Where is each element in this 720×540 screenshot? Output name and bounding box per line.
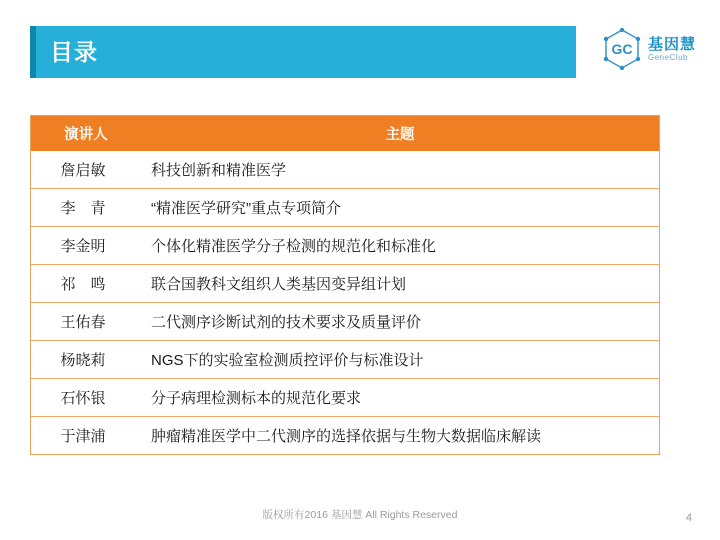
cell-speaker: 杨晓莉 xyxy=(31,341,141,379)
cell-topic: 科技创新和精准医学 xyxy=(151,162,287,179)
cell-topic: 二代测序诊断试剂的技术要求及质量评价 xyxy=(141,303,659,341)
agenda-table xyxy=(30,115,660,455)
cell-speaker: 祁 鸣 xyxy=(31,265,141,303)
cell-speaker: 王佑春 xyxy=(31,303,141,341)
logo-name-cn: 基因慧 xyxy=(647,35,696,53)
cell-topic: NGS下的实验室检测质控评价与标准设计 xyxy=(141,341,659,379)
table-row xyxy=(31,341,659,379)
slide-title-banner xyxy=(30,26,576,78)
cell-topic: 个体化精准医学分子检测的规范化和标准化 xyxy=(141,227,659,265)
cell-topic: “精准医学研究”重点专项简介 xyxy=(141,189,659,227)
cell-speaker: 石怀银 xyxy=(31,379,141,417)
logo-wordmark xyxy=(648,36,696,63)
table-row xyxy=(31,417,659,455)
hexagon-logo-icon xyxy=(602,28,642,70)
brand-logo xyxy=(602,28,696,70)
table-row xyxy=(31,227,659,265)
cell-speaker: 李金明 xyxy=(31,227,141,265)
logo-name-en: GeneClub xyxy=(647,52,689,62)
cell-topic: 联合国教科文组织人类基因变异组计划 xyxy=(141,265,659,303)
cell-topic: 肿瘤精准医学中二代测序的选择依据与生物大数据临床解读 xyxy=(141,417,659,455)
table-row xyxy=(31,151,659,189)
table-row xyxy=(31,189,659,227)
page-number: 4 xyxy=(685,512,692,524)
svg-text:GC: GC xyxy=(611,41,633,57)
title-accent-bar xyxy=(30,26,36,78)
table-row xyxy=(31,303,659,341)
table-header-row xyxy=(31,116,659,151)
column-header-speaker: 演讲人 xyxy=(31,116,141,151)
table-row xyxy=(31,379,659,417)
cell-topic: 分子病理检测标本的规范化要求 xyxy=(141,379,659,417)
cell-speaker: 于津浦 xyxy=(31,417,141,455)
cell-speaker: 李 青 xyxy=(31,189,141,227)
footer-copyright: 版权所有2016 基因慧 All Rights Reserved xyxy=(262,509,458,521)
page-title: 目录 xyxy=(50,39,98,65)
cell-speaker: 詹启敏 xyxy=(60,162,106,179)
table-row xyxy=(31,265,659,303)
column-header-topic: 主题 xyxy=(141,116,659,151)
